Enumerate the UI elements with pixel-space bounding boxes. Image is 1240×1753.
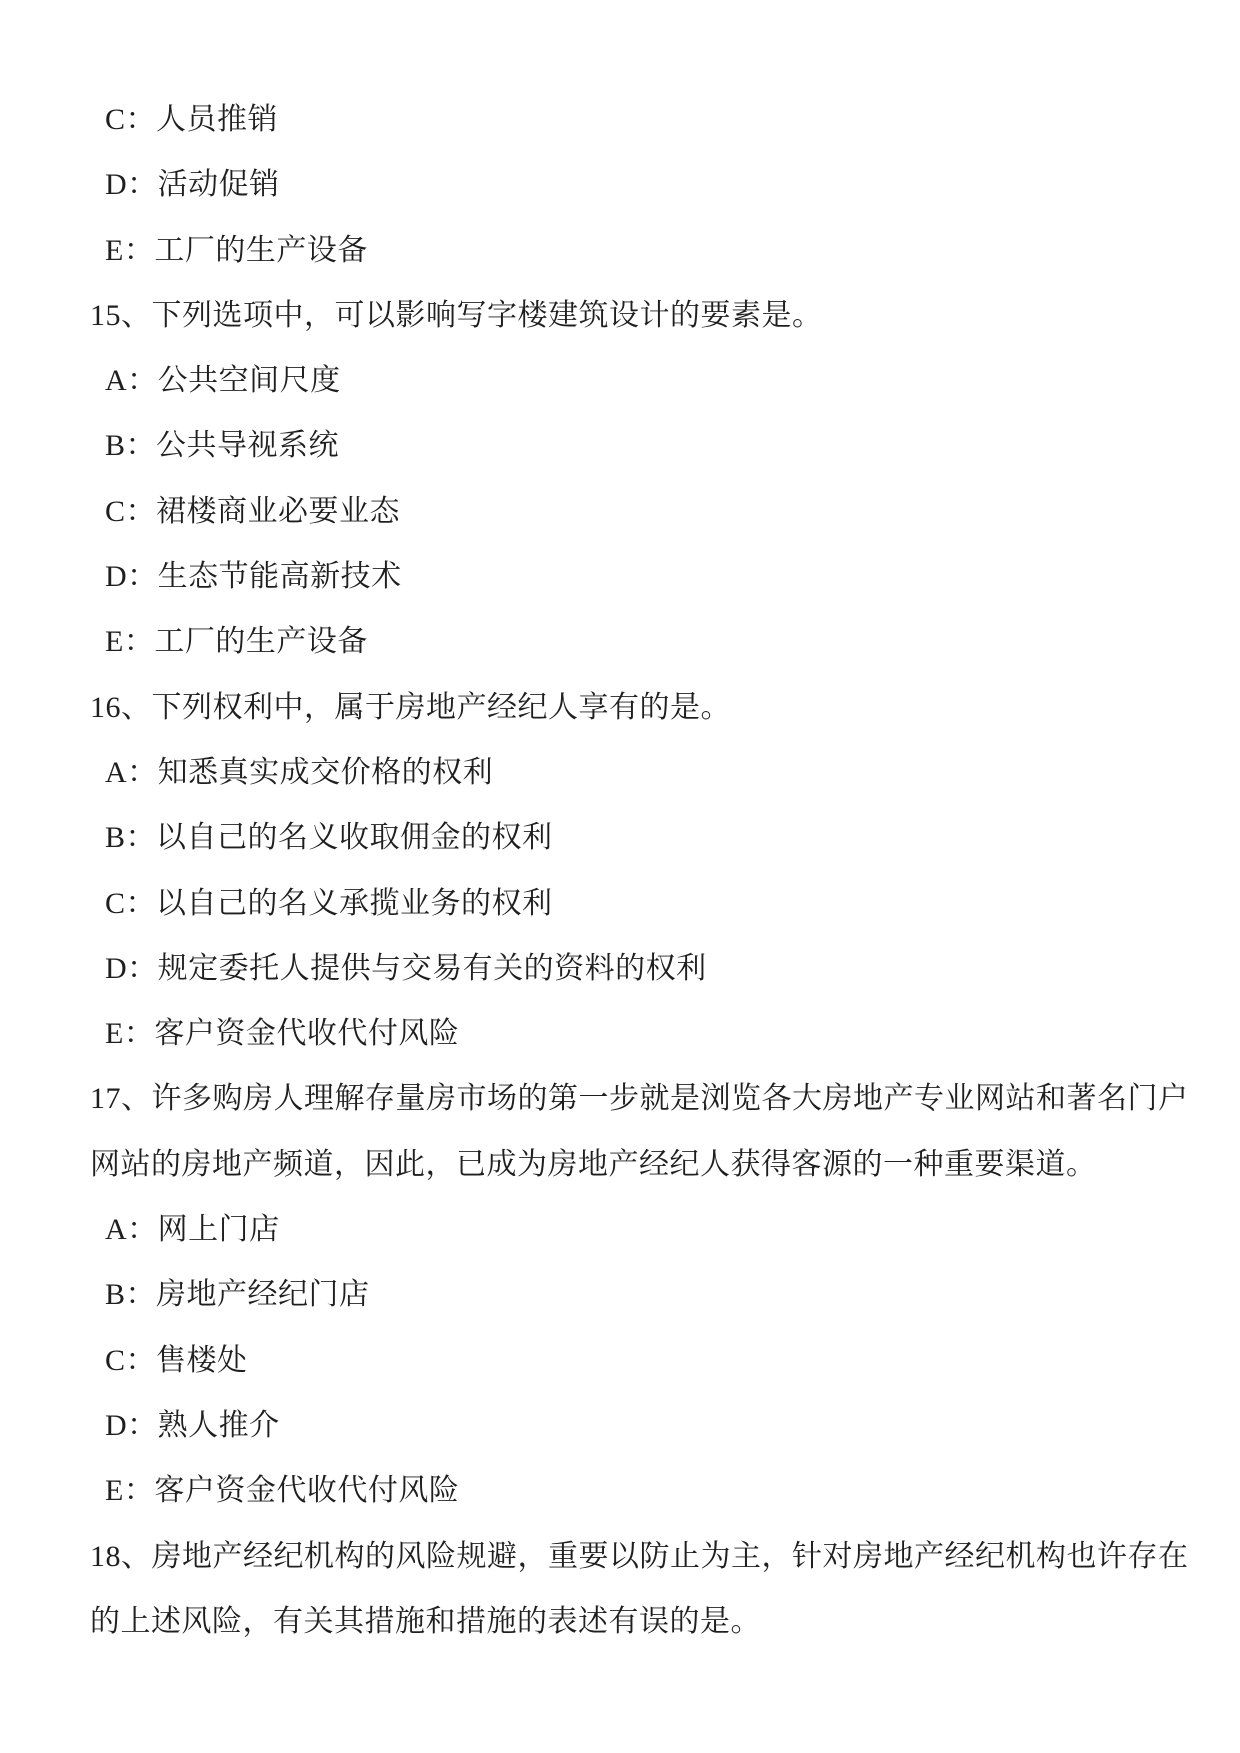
answer-option-line: B：房地产经纪门店 <box>105 1278 370 1312</box>
answer-option-line: A：公共空间尺度 <box>105 364 341 398</box>
document-body <box>0 87 1240 1654</box>
question-text-line: 16、下列权利中，属于房地产经纪人享有的是。 <box>90 690 731 724</box>
question-text-line: 的上述风险，有关其措施和措施的表述有误的是。 <box>90 1604 761 1638</box>
answer-option-line: D：规定委托人提供与交易有关的资料的权利 <box>105 951 707 985</box>
answer-option-line: D：生态节能高新技术 <box>105 560 402 594</box>
answer-option-line: B：公共导视系统 <box>105 429 340 463</box>
answer-option-line: C：人员推销 <box>105 103 279 136</box>
answer-option-line: D：活动促销 <box>105 168 280 202</box>
answer-option-line: E：工厂的生产设备 <box>105 625 368 659</box>
answer-option-line: E：客户资金代收代付风险 <box>105 1474 460 1508</box>
answer-option-line: C：售楼处 <box>105 1343 248 1377</box>
answer-option-line: E：客户资金代收代付风险 <box>105 1017 460 1051</box>
answer-option-line: A：网上门店 <box>105 1213 280 1247</box>
answer-option-line: C：以自己的名义承揽业务的权利 <box>105 886 553 920</box>
question-text-line: 15、下列选项中，可以影响写字楼建筑设计的要素是。 <box>90 298 823 332</box>
answer-option-line: A：知悉真实成交价格的权利 <box>105 755 494 789</box>
question-text-line: 17、许多购房人理解存量房市场的第一步就是浏览各大房地产专业网站和著名门户 <box>90 1082 1189 1116</box>
question-text-line: 18、房地产经纪机构的风险规避，重要以防止为主，针对房地产经纪机构也许存在 <box>90 1539 1189 1573</box>
question-text-line: 网站的房地产频道，因此，已成为房地产经纪人获得客源的一种重要渠道。 <box>90 1147 1097 1181</box>
answer-option-line: D：熟人推介 <box>105 1408 280 1442</box>
answer-option-line: B：以自己的名义收取佣金的权利 <box>105 821 553 855</box>
answer-option-line: E：工厂的生产设备 <box>105 233 368 267</box>
answer-option-line: C：裙楼商业必要业态 <box>105 494 401 528</box>
